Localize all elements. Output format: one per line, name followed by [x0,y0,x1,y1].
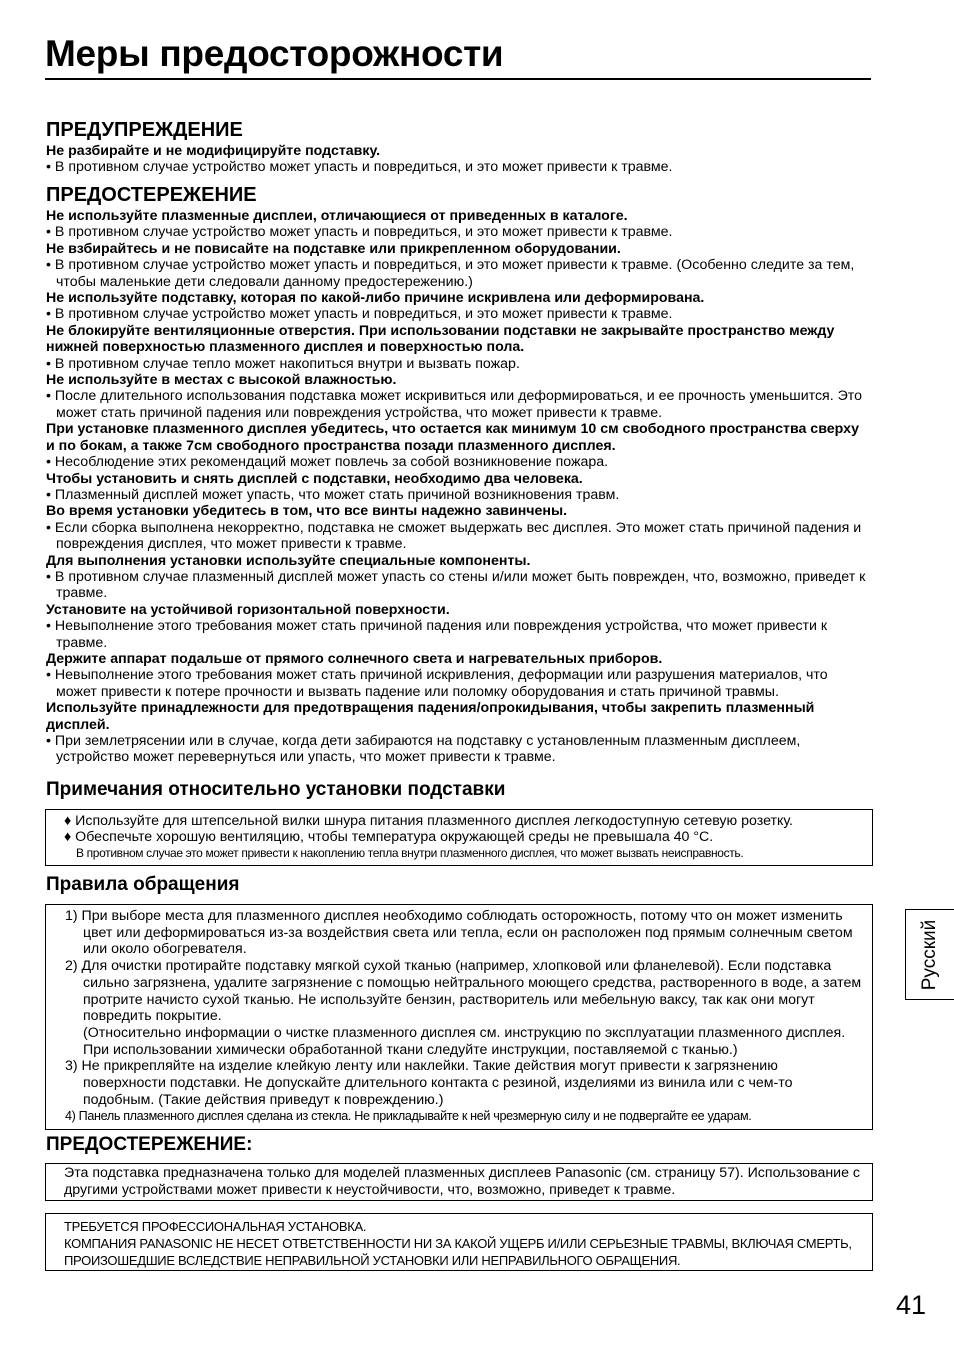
caution-item-bold: Для выполнения установки используйте специальные компоненты. [46,552,531,569]
page-title: Меры предосторожности [45,32,871,80]
handling-heading: Правила обращения [46,874,240,895]
warning-block [46,143,876,176]
caution-item-bold: Держите аппарат подальше от прямого солнечного света и нагревательных приборов. [46,650,663,667]
warning-heading: ПРЕДУПРЕЖДЕНИЕ [46,119,243,141]
caution-item-text: • Несоблюдение этих рекомендаций может повлечь за собой возникновение пожара. [46,454,609,471]
caution-block [46,208,868,766]
caution-item-text: • После длительного использования подставка может искривиться или деформироваться, и ее прочность уменьшится. Это может стать причиной падения или повреждения устройства, что может привести к травме. [46,388,863,421]
caution-item-bold: Не взбирайтесь и не повисайте на подставке или прикрепленном оборудовании. [46,240,621,257]
handling-item-note: (Относительно информации о чистке плазменного дисплея см. инструкцию по эксплуатации плазменного дисплея. При использовании химически обработанной ткани следуйте инструкции, поставляемой с тканью.) [83,1024,846,1058]
caution-item-bold: Используйте принадлежности для предотвращения падения/опрокидывания, чтобы закрепить плазменный дисплей. [46,700,815,733]
caution-item-bold: Не используйте в местах с высокой влажностью. [46,372,397,389]
page-number: 41 [896,1290,927,1320]
caution-item-bold: При установке плазменного дисплея убедитесь, что остается как минимум 10 см свободного пространства сверху и по бокам, а также 7см свободного пространства позади плазменного дисплея. [46,421,860,454]
professional-box [45,1213,873,1271]
caution-item-text: • В противном случае плазменный дисплей может упасть со стены и/или может быть поврежден, что, возможно, приведет к травме. [46,568,866,602]
notes-item: ♦ Обеспечьте хорошую вентиляцию, чтобы температура окружающей среды не превышала 40 °C. [64,829,714,845]
caution-item-bold: Не используйте подставку, которая по какой-либо причине искривлена или деформирована. [46,290,705,307]
caution-heading: ПРЕДОСТЕРЕЖЕНИЕ [46,184,257,206]
caution-item-text: • В противном случае устройство может упасть и повредиться, и это может привести к травме. (Особенно следите за тем, чтобы маленькие дети следовали данному предостережению.) [46,257,855,290]
caution-item-bold: Чтобы установить и снять дисплей с подставки, необходимо два человека. [46,470,583,487]
caution-item-text: • В противном случае устройство может упасть и повредиться, и это может привести к травме. [46,224,673,241]
notes-heading: Примечания относительно установки подставки [46,779,506,800]
caution-item-bold: Во время установки убедитесь в том, что все винты надежно завинчены. [46,503,568,520]
caution2-box [45,1163,873,1201]
caution-item-text: • Невыполнение этого требования может стать причиной искривления, деформации или разрушения материалов, что может привести к потере прочности и вызвать падение или поломку оборудования и стать причиной травмы. [46,667,828,700]
caution-item-bold: Установите на устойчивой горизонтальной поверхности. [46,601,450,618]
notes-item-sub: В противном случае это может привести к накоплению тепла внутри плазменного дисплея, что может вызвать неисправность. [76,846,744,860]
handling-item: 2) Для очистки протирайте подставку мягкой сухой тканью (например, хлопковой или фланелевой). Если подставка сильно загрязнена, удалите загрязнение с помощью нейтрального моющего средства, растворенного в воде, а затем протрите начисто сухой тканью. Не используйте бензин, растворитель или мебельную ваксу, так как они могут повредить покрытие. [65,958,862,1025]
notes-item: ♦ Используйте для штепсельной вилки шнура питания плазменного дисплея легкодоступную сетевую розетку. [64,813,793,829]
caution-item-bold: Не используйте плазменные дисплеи, отличающиеся от приведенных в каталоге. [46,208,628,224]
caution-item-text: • В противном случае тепло может накопиться внутри и вызвать пожар. [46,355,520,372]
handling-box [45,904,873,1130]
professional-line: ТРЕБУЕТСЯ ПРОФЕССИОНАЛЬНАЯ УСТАНОВКА. [64,1219,367,1234]
handling-item: 1) При выборе места для плазменного дисплея необходимо соблюдать осторожность, потому что он может изменить цвет или деформироваться из-за воздействия света или тепла, если он расположен под прямым солнечным светом или около обогревателя. [65,908,853,958]
caution-item-text: • При землетрясении или в случае, когда дети забираются на подставку с установленным плазменным дисплеем, устройство может перевернуться или упасть, что может привести к травме. [46,733,801,766]
caution2-heading: ПРЕДОСТЕРЕЖЕНИЕ: [46,1134,253,1155]
warning-item-text: • В противном случае устройство может упасть и повредиться, и это может привести к травме. [46,159,673,176]
caution2-text: Эта подставка предназначена только для моделей плазменных дисплеев Panasonic (см. страницу 57). Использование с другими устройствами может привести к неустойчивости, что, возможно, приведет к травме. [64,1165,861,1198]
handling-item: 3) Не прикрепляйте на изделие клейкую ленту или наклейки. Такие действия могут привести к загрязнению поверхности подставки. Не допускайте длительного контакта с резиной, изделиями из винила или с чем-то подобным. (Такие действия приведут к повреждению.) [65,1058,793,1108]
caution-item-text: • Плазменный дисплей может упасть, что может стать причиной возникновения травм. [46,486,620,503]
handling-item: 4) Панель плазменного дисплея сделана из стекла. Не прикладывайте к ней чрезмерную силу и не подвергайте ее ударам. [65,1109,752,1124]
caution-item-text: • Невыполнение этого требования может стать причиной падения или повреждения устройства, что может привести к травме. [46,618,828,651]
language-tab [905,909,954,1000]
caution-item-bold: Не блокируйте вентиляционные отверстия. При использовании подставки не закрывайте пространство между нижней поверхностью плазменного дисплея и поверхностью пола. [46,322,835,356]
language-tab-label: Русский [919,919,940,990]
notes-box [45,809,873,866]
professional-line: КОМПАНИЯ PANASONIC НЕ НЕСЕТ ОТВЕТСТВЕННОСТИ НИ ЗА КАКОЙ УЩЕРБ И/ИЛИ СЕРЬЕЗНЫЕ ТРАВМЫ, ВКЛЮЧАЯ СМЕРТЬ, ПРОИЗОШЕДШИЕ ВСЛЕДСТВИЕ НЕПРАВИЛЬНОЙ УСТАНОВКИ ИЛИ НЕПРАВИЛЬНОГО ОБРАЩЕНИЯ. [64,1236,852,1268]
caution-item-text: • Если сборка выполнена некорректно, подставка не сможет выдержать вес дисплея. Это может стать причиной падения и повреждения дисплея, что может привести к травме. [46,519,862,553]
warning-item-bold: Не разбирайте и не модифицируйте подставку. [46,143,381,159]
caution-item-text: • В противном случае устройство может упасть и повредиться, и это может привести к травме. [46,306,673,323]
